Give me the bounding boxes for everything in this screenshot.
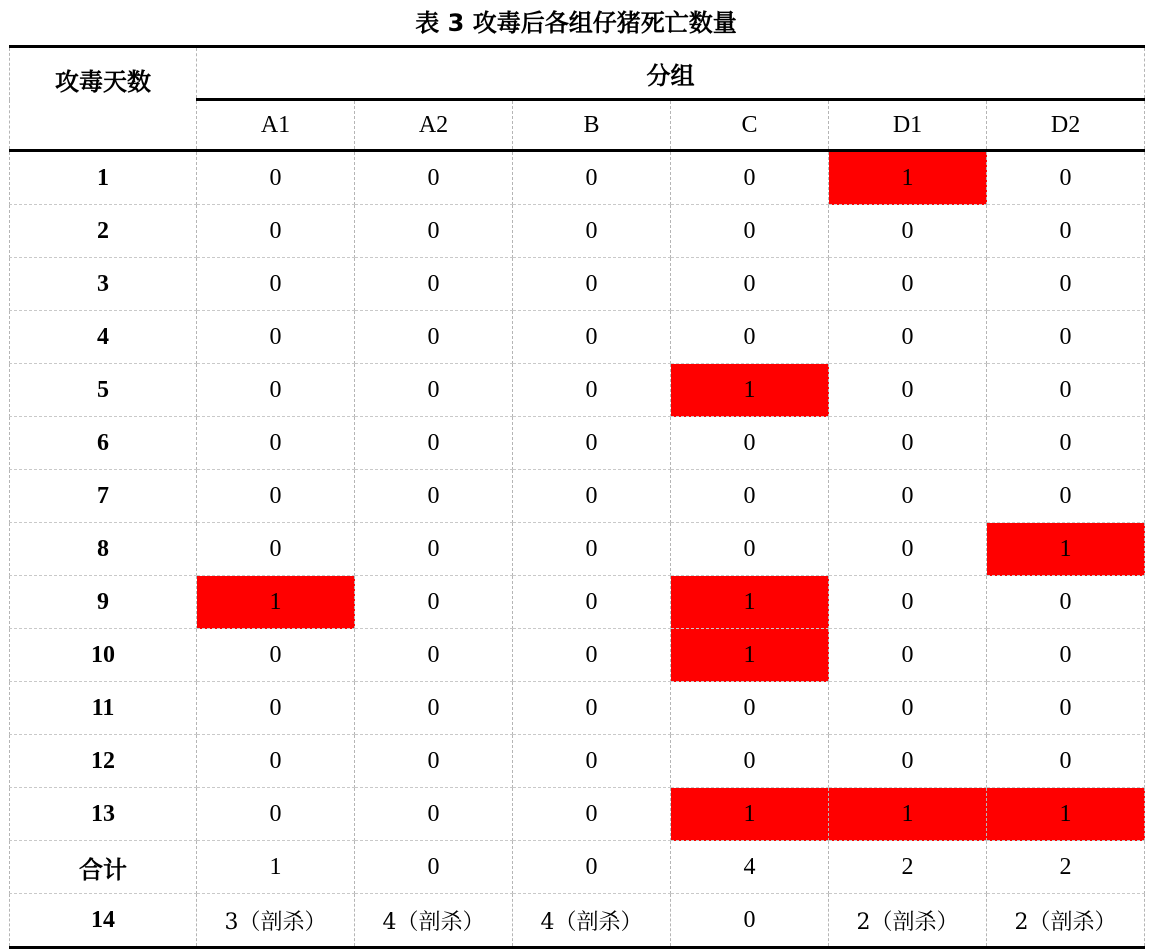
value-cell: 0: [355, 735, 513, 788]
value-cell: 0: [829, 470, 987, 523]
value-cell: 0: [829, 258, 987, 311]
day-cell: 1: [10, 151, 197, 205]
day-cell: 14: [10, 894, 197, 948]
value-cell: 0: [197, 682, 355, 735]
value-cell: 0: [987, 205, 1145, 258]
value-cell: 0: [829, 417, 987, 470]
day-cell: 13: [10, 788, 197, 841]
value-cell: 0: [197, 311, 355, 364]
value-cell: 0: [197, 364, 355, 417]
value-cell: 0: [355, 205, 513, 258]
value-cell: 2（剖杀）: [829, 894, 987, 948]
day-cell: 2: [10, 205, 197, 258]
value-cell: 0: [355, 151, 513, 205]
value-cell: 1: [197, 576, 355, 629]
value-cell: 0: [829, 682, 987, 735]
table-title: 表 3 攻毒后各组仔猪死亡数量: [415, 9, 737, 37]
value-cell: 0: [513, 151, 671, 205]
value-cell: 0: [513, 576, 671, 629]
value-cell: 0: [355, 417, 513, 470]
table-row: [10, 894, 1145, 948]
value-cell: 0: [829, 205, 987, 258]
value-cell: 0: [513, 841, 671, 894]
value-cell: 0: [355, 523, 513, 576]
value-cell: 4: [671, 841, 829, 894]
value-cell: 1: [671, 788, 829, 841]
value-cell: 0: [671, 735, 829, 788]
day-cell: 5: [10, 364, 197, 417]
value-cell: 0: [355, 470, 513, 523]
table-row: [10, 841, 1145, 894]
value-cell: 0: [197, 205, 355, 258]
value-cell: 0: [987, 735, 1145, 788]
group-header-c: C: [671, 100, 829, 151]
day-cell: 合计: [10, 841, 197, 894]
value-cell: 0: [513, 735, 671, 788]
value-cell: 0: [829, 629, 987, 682]
value-cell: 0: [513, 788, 671, 841]
value-cell: 1: [829, 788, 987, 841]
table-row: [10, 788, 1145, 841]
value-cell: 2: [987, 841, 1145, 894]
value-cell: 0: [671, 311, 829, 364]
value-cell: 0: [355, 364, 513, 417]
table-row: [10, 576, 1145, 629]
value-cell: 0: [829, 576, 987, 629]
day-cell: 11: [10, 682, 197, 735]
day-cell: 8: [10, 523, 197, 576]
value-cell: 2（剖杀）: [987, 894, 1145, 948]
value-cell: 0: [513, 523, 671, 576]
value-cell: 1: [671, 364, 829, 417]
value-cell: 0: [355, 682, 513, 735]
group-header-a1: A1: [197, 100, 355, 151]
table-row: [10, 258, 1145, 311]
value-cell: 0: [513, 682, 671, 735]
value-cell: 1: [987, 523, 1145, 576]
value-cell: 0: [987, 364, 1145, 417]
table-row: [10, 629, 1145, 682]
value-cell: 0: [513, 258, 671, 311]
table-row: [10, 470, 1145, 523]
table-row: [10, 311, 1145, 364]
table-row: [10, 682, 1145, 735]
value-cell: 0: [987, 576, 1145, 629]
value-cell: 0: [513, 364, 671, 417]
value-cell: 0: [355, 629, 513, 682]
day-cell: 6: [10, 417, 197, 470]
value-cell: 0: [671, 682, 829, 735]
table-row: [10, 417, 1145, 470]
value-cell: 0: [513, 311, 671, 364]
value-cell: 0: [987, 470, 1145, 523]
value-cell: 0: [197, 788, 355, 841]
value-cell: 0: [355, 576, 513, 629]
value-cell: 0: [987, 151, 1145, 205]
table-row: [10, 364, 1145, 417]
value-cell: 0: [197, 735, 355, 788]
value-cell: 0: [355, 841, 513, 894]
value-cell: 0: [671, 258, 829, 311]
value-cell: 2: [829, 841, 987, 894]
value-cell: 0: [987, 417, 1145, 470]
value-cell: 0: [671, 523, 829, 576]
value-cell: 0: [355, 788, 513, 841]
day-cell: 9: [10, 576, 197, 629]
table-row: [10, 151, 1145, 205]
value-cell: 4（剖杀）: [513, 894, 671, 948]
value-cell: 0: [513, 417, 671, 470]
table-row: [10, 735, 1145, 788]
value-cell: 0: [671, 894, 829, 948]
day-cell: 3: [10, 258, 197, 311]
table-row: [10, 205, 1145, 258]
value-cell: 0: [987, 311, 1145, 364]
day-cell: 12: [10, 735, 197, 788]
day-column-header: 攻毒天数: [10, 47, 197, 151]
value-cell: 0: [987, 258, 1145, 311]
value-cell: 0: [197, 151, 355, 205]
value-cell: 0: [671, 151, 829, 205]
value-cell: 0: [197, 417, 355, 470]
group-header-d1: D1: [829, 100, 987, 151]
value-cell: 1: [197, 841, 355, 894]
value-cell: 3（剖杀）: [197, 894, 355, 948]
group-header-b: B: [513, 100, 671, 151]
value-cell: 0: [355, 311, 513, 364]
value-cell: 0: [197, 470, 355, 523]
mortality-table: [9, 45, 1145, 949]
value-cell: 0: [197, 258, 355, 311]
value-cell: 0: [829, 364, 987, 417]
day-cell: 4: [10, 311, 197, 364]
group-header-a2: A2: [355, 100, 513, 151]
value-cell: 0: [197, 629, 355, 682]
group-column-header: 分组: [197, 47, 1145, 100]
value-cell: 0: [829, 311, 987, 364]
day-cell: 7: [10, 470, 197, 523]
value-cell: 0: [355, 258, 513, 311]
value-cell: 0: [513, 470, 671, 523]
day-cell: 10: [10, 629, 197, 682]
value-cell: 0: [829, 523, 987, 576]
value-cell: 0: [513, 629, 671, 682]
value-cell: 1: [829, 151, 987, 205]
value-cell: 0: [829, 735, 987, 788]
value-cell: 0: [671, 205, 829, 258]
value-cell: 0: [671, 417, 829, 470]
table-row: [10, 523, 1145, 576]
value-cell: 4（剖杀）: [355, 894, 513, 948]
value-cell: 0: [197, 523, 355, 576]
value-cell: 0: [513, 205, 671, 258]
value-cell: 0: [671, 470, 829, 523]
value-cell: 1: [987, 788, 1145, 841]
group-header-d2: D2: [987, 100, 1145, 151]
value-cell: 1: [671, 629, 829, 682]
value-cell: 0: [987, 682, 1145, 735]
value-cell: 1: [671, 576, 829, 629]
value-cell: 0: [987, 629, 1145, 682]
